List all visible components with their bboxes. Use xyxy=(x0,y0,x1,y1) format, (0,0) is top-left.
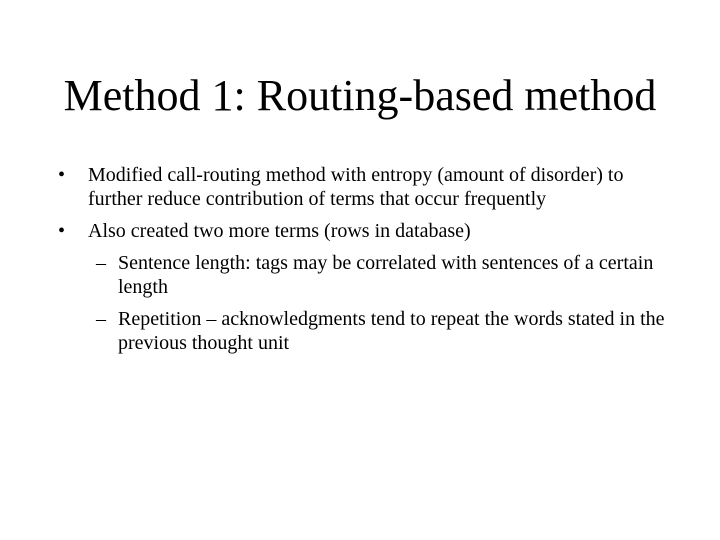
subbullet-item xyxy=(58,251,668,299)
bullet-item xyxy=(58,163,668,211)
bullet-text: Also created two more terms (rows in database) xyxy=(88,220,471,242)
dash-icon: – xyxy=(96,252,106,274)
subbullet-text: Sentence length: tags may be correlated with sentences of a certain length xyxy=(118,252,654,298)
bullet-icon: • xyxy=(58,164,66,186)
subbullet-item xyxy=(58,307,668,355)
dash-icon: – xyxy=(96,308,106,330)
subbullet-text: Repetition – acknowledgments tend to repeat the words stated in the previous thought unit xyxy=(118,308,665,354)
bullet-item xyxy=(58,219,668,243)
slide-title: Method 1: Routing-based method xyxy=(63,71,657,120)
bullet-text: Modified call-routing method with entropy (amount of disorder) to further reduce contribution of terms that occur frequently xyxy=(88,164,624,210)
bullet-icon: • xyxy=(58,220,66,242)
slide-body xyxy=(58,163,668,363)
